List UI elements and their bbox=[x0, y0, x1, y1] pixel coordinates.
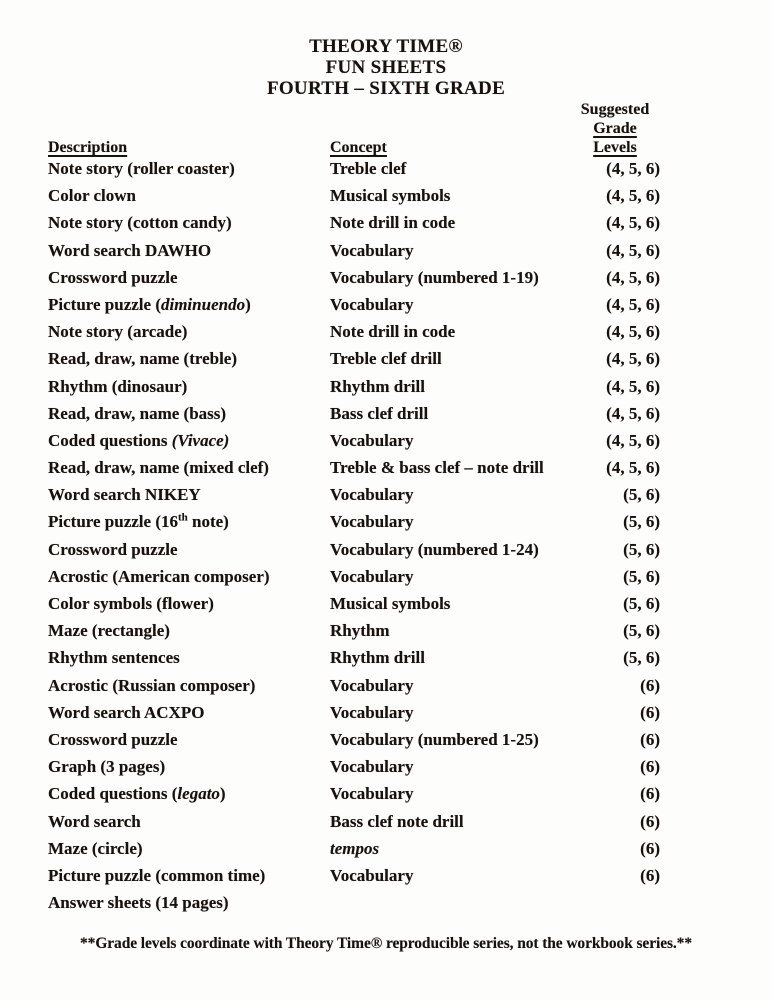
table-row bbox=[48, 835, 660, 862]
concept-cell: Vocabulary bbox=[330, 512, 414, 532]
title-line-brand: THEORY TIME® bbox=[309, 36, 463, 57]
concept-cell: Vocabulary bbox=[330, 240, 414, 260]
grade-levels-cell: (6) bbox=[640, 838, 660, 858]
concept-cell: Bass clef drill bbox=[330, 403, 429, 423]
description-cell: Note story (arcade) bbox=[48, 322, 188, 342]
table-row bbox=[48, 808, 660, 835]
description-cell: Crossword puzzle bbox=[48, 267, 178, 287]
table-row bbox=[48, 780, 660, 807]
grade-levels-cell: (6) bbox=[640, 729, 660, 749]
concept-cell: Vocabulary (numbered 1-25) bbox=[330, 729, 539, 749]
description-cell: Read, draw, name (mixed clef) bbox=[48, 458, 269, 478]
table-column-headers bbox=[48, 100, 660, 157]
table-row bbox=[48, 209, 660, 236]
grade-levels-cell: (4, 5, 6) bbox=[606, 403, 660, 423]
description-column-header: Description bbox=[48, 139, 128, 156]
grade-levels-cell: (4, 5, 6) bbox=[606, 349, 660, 369]
grade-levels-cell bbox=[570, 889, 660, 916]
description-cell: Read, draw, name (treble) bbox=[48, 349, 238, 369]
description-cell: Coded questions (legato) bbox=[48, 784, 226, 804]
concept-cell: Vocabulary bbox=[330, 294, 414, 314]
concept-cell: Vocabulary (numbered 1-19) bbox=[330, 267, 539, 287]
concept-cell: Rhythm drill bbox=[330, 648, 425, 668]
grade-levels-cell: (4, 5, 6) bbox=[606, 322, 660, 342]
table-row bbox=[48, 563, 660, 590]
grade-levels-cell: (5, 6) bbox=[623, 566, 660, 586]
table-row bbox=[48, 590, 660, 617]
description-cell: Maze (rectangle) bbox=[48, 621, 170, 641]
description-cell: Crossword puzzle bbox=[48, 729, 178, 749]
description-cell: Graph (3 pages) bbox=[48, 757, 166, 777]
description-cell: Rhythm sentences bbox=[48, 648, 180, 668]
grade-levels-cell: (6) bbox=[640, 675, 660, 695]
concept-cell: Musical symbols bbox=[330, 594, 451, 613]
description-cell: Color symbols (flower) bbox=[48, 594, 214, 613]
table-row bbox=[48, 644, 660, 671]
description-cell: Coded questions (Vivace) bbox=[48, 430, 230, 450]
grade-levels-cell: (4, 5, 6) bbox=[606, 458, 660, 478]
concept-cell: Vocabulary bbox=[330, 865, 414, 885]
description-cell: Note story (cotton candy) bbox=[48, 213, 232, 233]
table-row bbox=[48, 672, 660, 699]
table-row bbox=[48, 237, 660, 264]
description-cell: Maze (circle) bbox=[48, 838, 143, 858]
description-cell: Note story (roller coaster) bbox=[48, 159, 235, 178]
concept-cell: Treble clef bbox=[330, 159, 407, 178]
concept-cell: Treble & bass clef – note drill bbox=[330, 458, 544, 478]
table-row bbox=[48, 753, 660, 780]
concept-cell: Vocabulary (numbered 1-24) bbox=[330, 539, 539, 559]
description-cell: Picture puzzle (common time) bbox=[48, 865, 266, 885]
concept-column-header: Concept bbox=[330, 139, 387, 156]
grade-levels-cell: (4, 5, 6) bbox=[606, 213, 660, 233]
grade-levels-cell: (4, 5, 6) bbox=[606, 267, 660, 287]
footnote: **Grade levels coordinate with Theory Time® reproducible series, not the workbook series.** bbox=[80, 935, 692, 952]
table-row bbox=[48, 373, 660, 400]
concept-cell: Rhythm bbox=[330, 621, 390, 641]
description-cell: Picture puzzle (diminuendo) bbox=[48, 294, 251, 314]
grade-levels-cell: (6) bbox=[640, 865, 660, 885]
table-row bbox=[48, 508, 660, 535]
grade-levels-cell: (4, 5, 6) bbox=[606, 376, 660, 396]
grade-levels-cell: (4, 5, 6) bbox=[606, 294, 660, 314]
document-title bbox=[0, 36, 772, 99]
concept-cell: Musical symbols bbox=[330, 186, 451, 206]
description-cell: Word search NIKEY bbox=[48, 485, 201, 505]
grade-levels-cell: (4, 5, 6) bbox=[606, 186, 660, 206]
concept-cell bbox=[330, 889, 570, 916]
table-row bbox=[48, 318, 660, 345]
grade-levels-cell: (6) bbox=[640, 757, 660, 777]
concept-cell: Vocabulary bbox=[330, 430, 414, 450]
grade-levels-cell: (6) bbox=[640, 811, 660, 831]
fun-sheets-table bbox=[48, 155, 660, 916]
grade-levels-cell: (5, 6) bbox=[623, 485, 660, 505]
grade-levels-column-header bbox=[570, 100, 660, 157]
table-row bbox=[48, 699, 660, 726]
concept-cell: Vocabulary bbox=[330, 784, 414, 804]
table-row bbox=[48, 264, 660, 291]
description-cell: Word search bbox=[48, 811, 141, 831]
concept-cell: Vocabulary bbox=[330, 485, 414, 505]
table-row bbox=[48, 345, 660, 372]
table-row bbox=[48, 454, 660, 481]
table-row bbox=[48, 862, 660, 889]
table-row bbox=[48, 481, 660, 508]
concept-cell: Vocabulary bbox=[330, 757, 414, 777]
grade-levels-cell: (5, 6) bbox=[623, 648, 660, 668]
concept-cell: Rhythm drill bbox=[330, 376, 425, 396]
table-row bbox=[48, 536, 660, 563]
concept-cell: Note drill in code bbox=[330, 213, 456, 233]
suggested-label: Suggested bbox=[580, 101, 650, 118]
title-line-grades: FOURTH – SIXTH GRADE bbox=[266, 78, 506, 99]
grade-levels-cell: (6) bbox=[640, 702, 660, 722]
table-row bbox=[48, 889, 660, 916]
concept-cell: Bass clef note drill bbox=[330, 811, 464, 831]
description-cell: Read, draw, name (bass) bbox=[48, 403, 227, 423]
grade-levels-cell: (5, 6) bbox=[623, 539, 660, 559]
table-row bbox=[48, 427, 660, 454]
grade-levels-cell: (4, 5, 6) bbox=[606, 240, 660, 260]
concept-cell: Vocabulary bbox=[330, 702, 414, 722]
table-row bbox=[48, 400, 660, 427]
grade-levels-label: Grade Levels bbox=[593, 120, 637, 156]
grade-levels-cell: (5, 6) bbox=[623, 594, 660, 613]
grade-levels-cell: (4, 5, 6) bbox=[606, 159, 660, 178]
description-cell: Color clown bbox=[48, 186, 136, 206]
description-cell: Acrostic (Russian composer) bbox=[48, 675, 256, 695]
table-row bbox=[48, 155, 660, 182]
description-cell: Rhythm (dinosaur) bbox=[48, 376, 188, 396]
table-row bbox=[48, 726, 660, 753]
grade-levels-cell: (4, 5, 6) bbox=[606, 430, 660, 450]
description-cell: Acrostic (American composer) bbox=[48, 566, 270, 586]
concept-cell: Vocabulary bbox=[330, 566, 414, 586]
concept-cell: Note drill in code bbox=[330, 322, 456, 342]
grade-levels-cell: (6) bbox=[640, 784, 660, 804]
description-cell: Picture puzzle (16th note) bbox=[48, 511, 229, 532]
concept-cell: Vocabulary bbox=[330, 675, 414, 695]
concept-cell: tempos bbox=[330, 838, 380, 858]
description-cell: Crossword puzzle bbox=[48, 539, 178, 559]
title-line-series: FUN SHEETS bbox=[325, 57, 447, 78]
grade-levels-cell: (5, 6) bbox=[623, 512, 660, 532]
description-cell: Answer sheets (14 pages) bbox=[48, 893, 229, 913]
description-cell: Word search DAWHO bbox=[48, 240, 212, 260]
table-row bbox=[48, 617, 660, 644]
grade-levels-cell: (5, 6) bbox=[623, 621, 660, 641]
table-row bbox=[48, 182, 660, 209]
table-row bbox=[48, 291, 660, 318]
concept-cell: Treble clef drill bbox=[330, 349, 442, 369]
description-cell: Word search ACXPO bbox=[48, 702, 205, 722]
